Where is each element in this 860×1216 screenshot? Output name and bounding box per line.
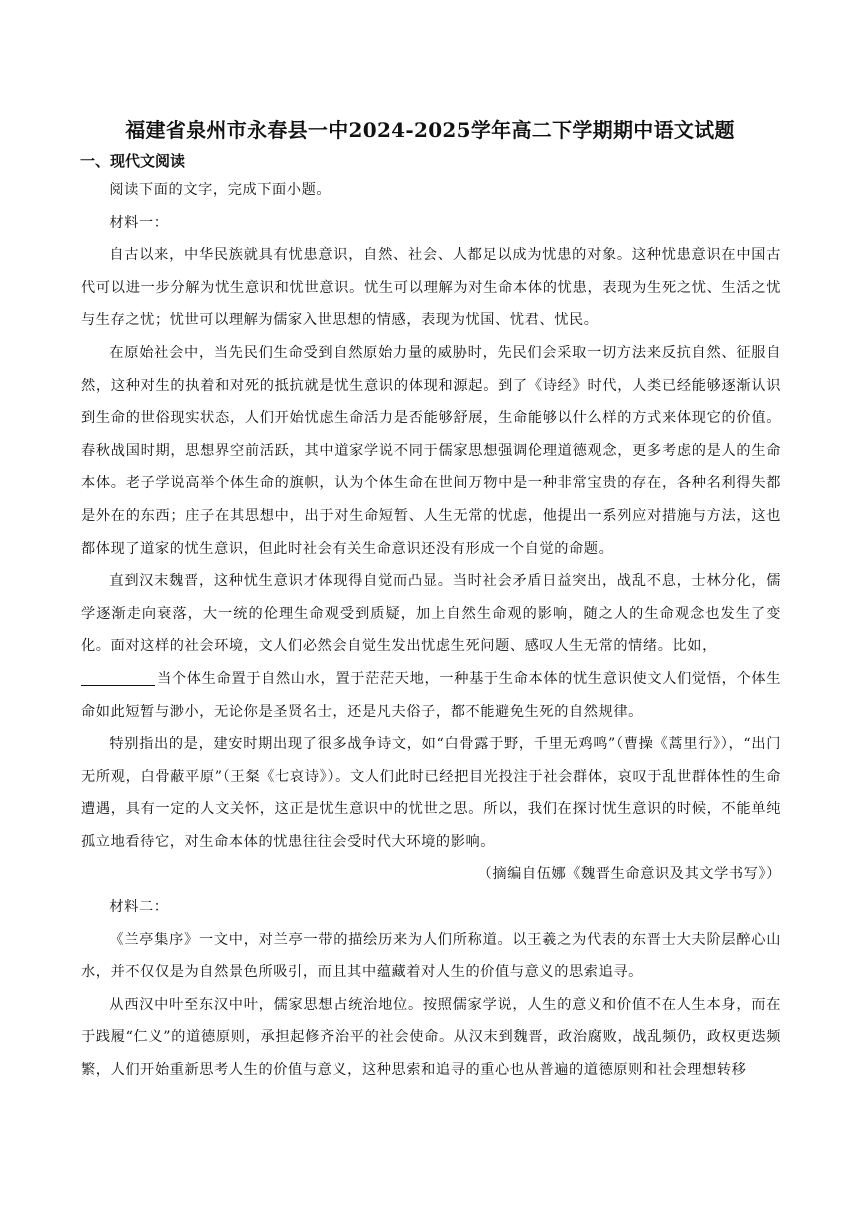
material-one-source: （摘编自伍娜《魏晋生命意识及其文学书写》）	[477, 866, 781, 883]
paragraph-3-after-blank: 当个体生命置于自然山水，置于茫茫天地，一种基于生命本体的忧生意识使文人们觉悟，个体生命如此短暂与渺小，无论你是圣贤名士，还是凡夫俗子，都不能避免生死的自然规律。	[81, 670, 781, 720]
instruction-text: 阅读下面的文字，完成下面小题。	[109, 182, 332, 198]
material-one-paragraph-2: 在原始社会中，当先民们生命受到自然原始力量的威胁时，先民们会采取一切方法来反抗自然、征服自然，这种对生的执着和对死的抵抗就是忧生意识的体现和源起。到了《诗经》时代，人类已经能够逐渐认识到生命的世俗现实状态，人们开始忧虑生命活力是否能够舒展，生命能够以什么样的方式来体现它的价值。春秋战国时期，思想界空前活跃，其中道家学说不同于儒家思想强调伦理道德观念，更多考虑的是人的生命本体。老子学说高举个体生命的旗帜，认为个体生命在世间万物中是一种非常宝贵的存在，各种名利得失都是外在的东西；庄子在其思想中，出于对生命短暂、人生无常的忧虑，他提出一系列应对措施与方法，这也都体现了道家的忧生意识，但此时社会有关生命意识还没有形成一个自觉的命题。	[81, 344, 781, 557]
material-one-paragraph-4: 特别指出的是，建安时期出现了很多战争诗文，如“白骨露于野，千里无鸡鸣”（曹操《蒿里行》），“出门无所观，白骨蔽平原”（王粲《七哀诗》）。文人们此时已经把目光投注于社会群体，哀叹于乱世群体性的生命遭遇，具有一定的人文关怀，这正是忧生意识中的忧世之思。所以，我们在探讨忧生意识的时候，不能单纯孤立地看待它，对生命本体的忧患往往会受时代大环境的影响。	[81, 736, 781, 850]
document-body	[81, 174, 781, 1087]
paragraph-3-before-blank: 直到汉末魏晋，这种忧生意识才体现得自觉而凸显。当时社会矛盾日益突出，战乱不息，士林分化，儒学逐渐走向衰落，大一统的伦理生命观受到质疑，加上自然生命观的影响，随之人的生命观念也发生了变化。面对这样的社会环境，文人们必然会自觉生发出忧虑生死问题、感叹人生无常的情绪。比如，	[81, 573, 781, 655]
material-two-paragraph-2: 从西汉中叶至东汉中叶，儒家思想占统治地位。按照儒家学说，人生的意义和价值不在人生本身，而在于践履“仁义”的道德原则，承担起修齐治平的社会使命。从汉末到魏晋，政治腐败，战乱频仍，政权更迭频繁，人们开始重新思考人生的价值与意义，这种思索和追寻的重心也从普遍的道德原则和社会理想转移	[81, 996, 781, 1079]
material-one-label: 材料一：	[109, 214, 169, 231]
document-title: 福建省泉州市永春县一中2024-2025学年高二下学期期中语文试题	[125, 118, 735, 142]
material-two-paragraph-1: 《兰亭集序》一文中，对兰亭一带的描绘历来为人们所称道。以王羲之为代表的东晋士大夫阶层醉心山水，并不仅仅是为自然景色所吸引，而且其中蕴藏着对人生的价值与意义的思索追寻。	[81, 931, 781, 981]
material-one-paragraph-1: 自古以来，中华民族就具有忧患意识，自然、社会、人都足以成为忧患的对象。这种忧患意识在中国古代可以进一步分解为忧生意识和忧世意识。忧生可以理解为对生命本体的忧患，表现为生死之忧、生活之忧与生存之忧；忧世可以理解为儒家入世思想的情感，表现为忧国、忧君、忧民。	[81, 247, 781, 329]
answer-blank	[81, 671, 155, 686]
material-one-paragraph-3	[81, 565, 781, 728]
material-two-label: 材料二：	[109, 899, 169, 916]
section-heading: 一、现代文阅读	[80, 152, 186, 170]
